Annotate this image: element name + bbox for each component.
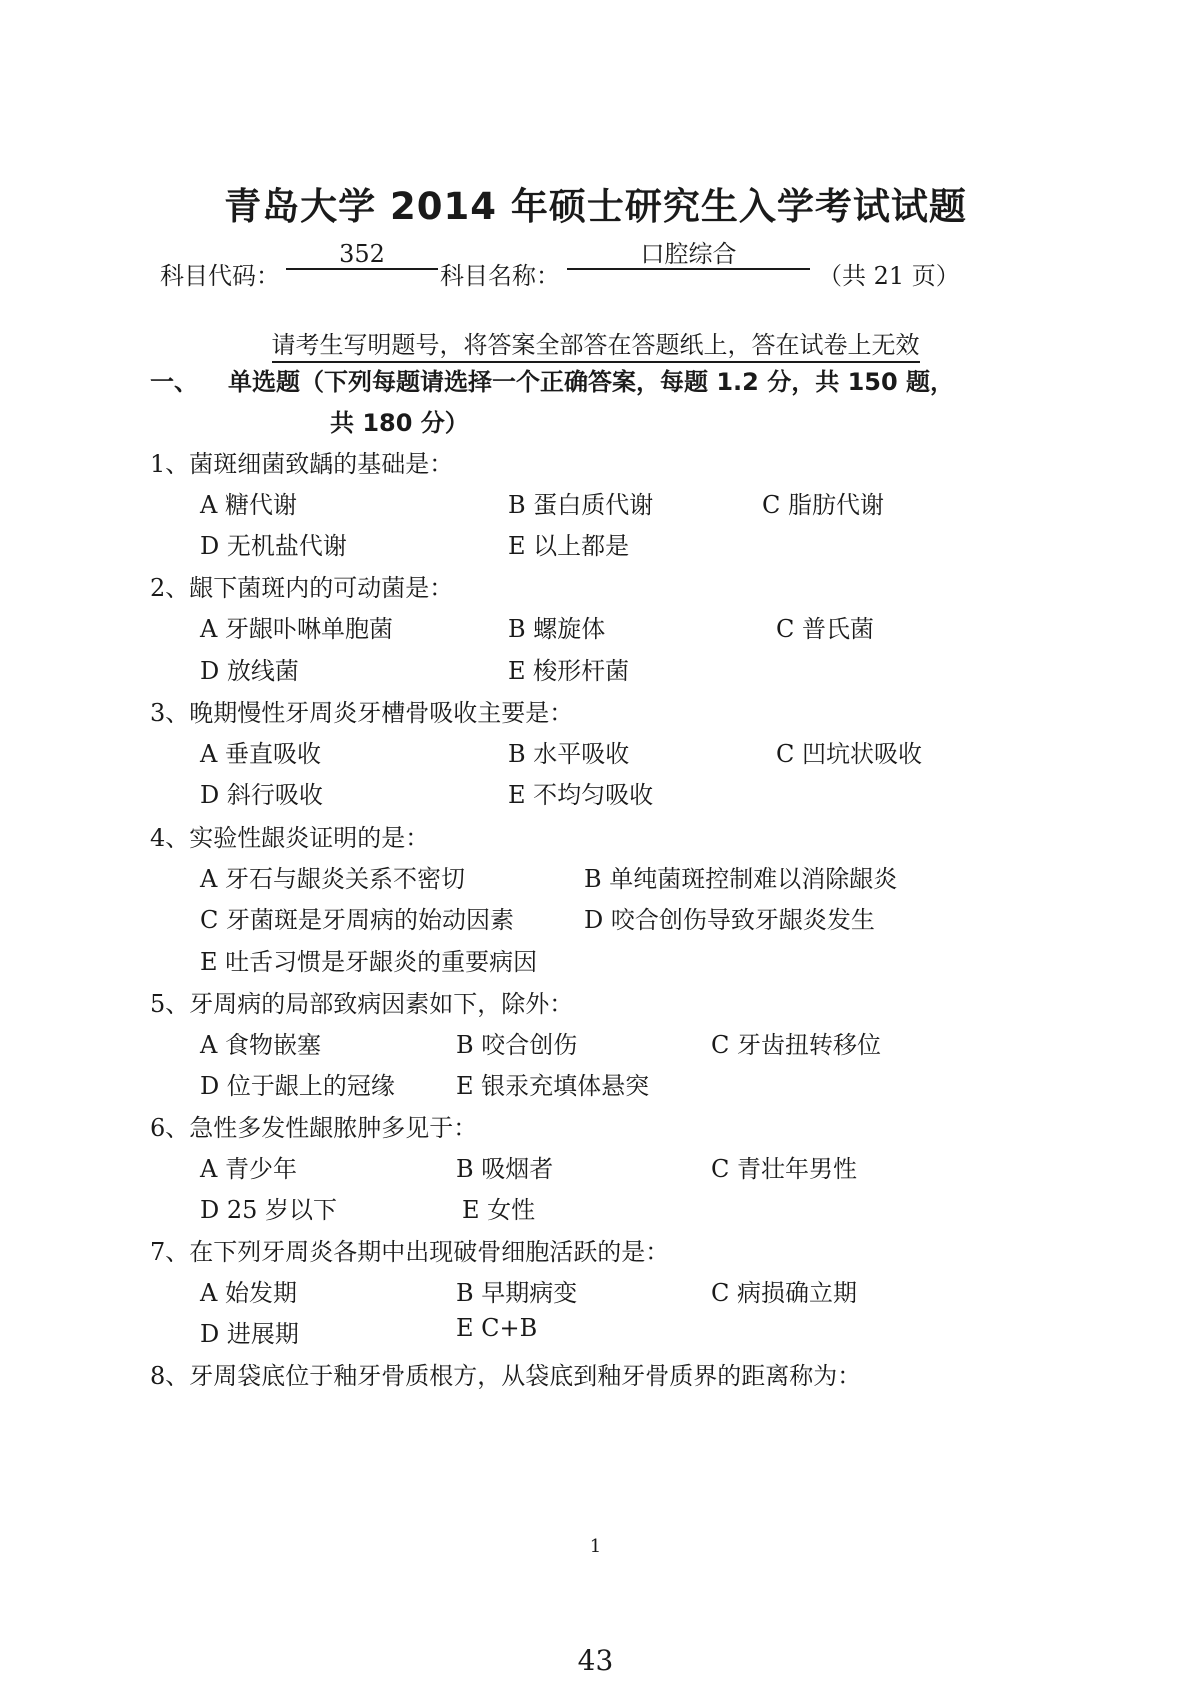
question-6-stem: 6、急性多发性龈脓肿多见于：	[150, 1114, 478, 1142]
question-4-option-e: E 吐舌习惯是牙龈炎的重要病因	[200, 948, 538, 976]
question-3-option-c: C 凹坑状吸收	[776, 740, 922, 768]
question-4-option-a: A 牙石与龈炎关系不密切	[200, 865, 465, 893]
question-2-option-c: C 普氏菌	[776, 615, 874, 643]
question-6-option-a: A 青少年	[200, 1155, 297, 1183]
question-5-option-d: D 位于龈上的冠缘	[200, 1072, 395, 1100]
question-1-option-b: B 蛋白质代谢	[508, 491, 654, 519]
question-5-option-c: C 牙齿扭转移位	[711, 1031, 881, 1059]
question-5-option-e: E 银汞充填体悬突	[456, 1072, 650, 1100]
question-3-stem: 3、晚期慢性牙周炎牙槽骨吸收主要是：	[150, 699, 574, 727]
question-1-option-c: C 脂肪代谢	[762, 491, 884, 519]
question-7-option-d: D 进展期	[200, 1320, 299, 1348]
question-2-option-b: B 螺旋体	[508, 615, 606, 643]
subject-code-label: 科目代码：	[160, 262, 280, 290]
section-heading-line2: 共 180 分）	[330, 409, 469, 437]
question-4-option-c: C 牙菌斑是牙周病的始动因素	[200, 906, 514, 934]
question-5-stem: 5、牙周病的局部致病因素如下，除外：	[150, 990, 574, 1018]
question-7-option-a: A 始发期	[200, 1279, 297, 1307]
question-6-option-b: B 吸烟者	[456, 1155, 554, 1183]
subject-code-value: 352	[286, 240, 438, 270]
question-7-option-b: B 早期病变	[456, 1279, 578, 1307]
question-3-option-e: E 不均匀吸收	[508, 781, 654, 809]
question-7-stem: 7、在下列牙周炎各期中出现破骨细胞活跃的是：	[150, 1238, 670, 1266]
subject-name-value: 口腔综合	[567, 240, 810, 270]
question-5-option-a: A 食物嵌塞	[200, 1031, 321, 1059]
question-6-option-c: C 青壮年男性	[711, 1155, 857, 1183]
question-1-stem: 1、菌斑细菌致龋的基础是：	[150, 450, 454, 478]
exam-title: 青岛大学 2014 年硕士研究生入学考试试题	[224, 185, 967, 228]
question-1-option-e: E 以上都是	[508, 532, 630, 560]
question-8-stem: 8、牙周袋底位于釉牙骨质根方，从袋底到釉牙骨质界的距离称为：	[150, 1362, 862, 1390]
page-count: （共 21 页）	[818, 262, 960, 290]
question-1-option-a: A 糖代谢	[200, 491, 297, 519]
question-6-option-e: E 女性	[462, 1196, 536, 1224]
section-number: 一、	[150, 368, 198, 396]
question-4-option-b: B 单纯菌斑控制难以消除龈炎	[584, 865, 898, 893]
question-4-option-d: D 咬合创伤导致牙龈炎发生	[584, 906, 875, 934]
question-3-option-d: D 斜行吸收	[200, 781, 323, 809]
instruction-line: 请考生写明题号，将答案全部答在答题纸上，答在试卷上无效	[0, 325, 1191, 360]
question-1-option-d: D 无机盐代谢	[200, 532, 347, 560]
question-2-stem: 2、龈下菌斑内的可动菌是：	[150, 574, 454, 602]
footer-page-number: 43	[577, 1644, 614, 1677]
question-2-option-a: A 牙龈卟啉单胞菌	[200, 615, 393, 643]
question-7-option-c: C 病损确立期	[711, 1279, 857, 1307]
section-heading-line1: 单选题（下列每题请选择一个正确答案，每题 1.2 分，共 150 题，	[228, 368, 955, 396]
question-3-option-b: B 水平吸收	[508, 740, 630, 768]
question-2-option-d: D 放线菌	[200, 657, 299, 685]
question-5-option-b: B 咬合创伤	[456, 1031, 578, 1059]
question-2-option-e: E 梭形杆菌	[508, 657, 630, 685]
page-number: 1	[589, 1536, 602, 1557]
question-6-option-d: D 25 岁以下	[200, 1196, 338, 1224]
question-3-option-a: A 垂直吸收	[200, 740, 321, 768]
question-4-stem: 4、实验性龈炎证明的是：	[150, 824, 430, 852]
question-7-option-e: E C+B	[456, 1314, 538, 1342]
subject-name-label: 科目名称：	[440, 262, 560, 290]
